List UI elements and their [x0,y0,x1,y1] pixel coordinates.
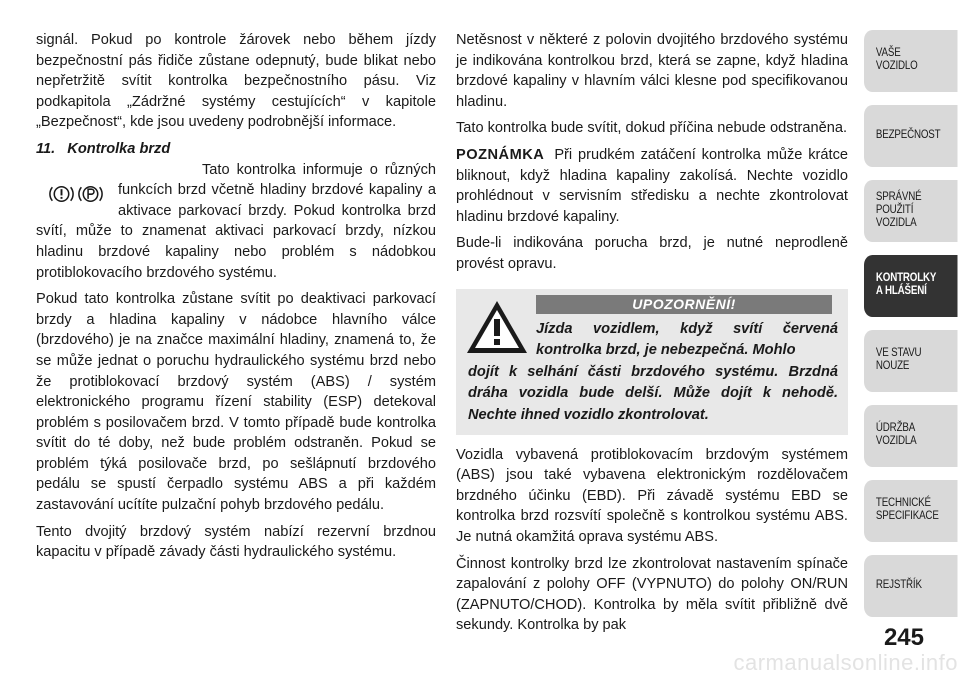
section-title: Kontrolka brzd [67,140,171,157]
paragraph-light-on: Tato kontrolka bude svítit, dokud příčina nebude odstraněna. [456,120,848,137]
paragraph-leak: Netěsnost v některé z polovin dvojitého brzdového systému je indikována kontrolkou brzd, která se zapne, když hladina brzdové kapaliny v hlavním válci klesne pod specifikovanou hladinu. [456,32,848,110]
tab-label-line: VAŠE [875,47,901,59]
tab-label-line: TECHNICKÉ [875,497,931,509]
right-column [456,30,848,636]
tab-label-line: REJSTŘÍK [875,579,922,591]
warning-box [456,289,848,435]
tab-label-line: VE STAVU [875,347,922,359]
brake-icons [48,174,110,214]
paragraph-seatbelt: signál. Pokud po kontrole žárovek nebo během jízdy bezpečnostní pás řidiče zůstane odepnutý, bude blikat nebo nepřetržitě svítit kontrolka bezpečnostního pásu. Viz podkapitola „Zádržné systémy cestujících“ v kapitole „Bezpečnost“, kde jsou uvedeny podrobnější informace. [36,32,436,131]
paragraph-brake-light: Tato kontrolka informuje o různých funkcích brzd včetně hladiny brzdové kapaliny a aktivace parkovací brzdy. Pokud kontrolka brzd svítí, může to znamenat aktivaci parkovací brzdy, nízkou hladinu brzdové kapaliny nebo problém s nádobkou protiblokovacího brzdového systému. [36,161,436,281]
tab-label-line: KONTROLKY [875,272,937,284]
tab-ve-stavu-nouze[interactable] [864,330,958,392]
tab-label-line: VOZIDLO [875,60,918,72]
warning-text-rest: dojít k selhání části brzdového systému. Brzdná dráha vozidla bude delší. Může dojít k nehodě. Nechte ihned vozidlo zkontrolovat. [468,363,838,423]
tab-label-line: SPRÁVNÉ [875,191,922,203]
tab-spravne-pouziti[interactable] [864,180,958,242]
tab-label-line: VOZIDLA [875,217,917,229]
paragraph-dual-system: Tento dvojitý brzdový systém nabízí rezervní brzdnou kapacitu v případě závady části hydraulického systému. [36,523,436,561]
note-label: POZNÁMKA [456,146,545,163]
paragraph-check: Činnost kontrolky brzd lze zkontrolovat nastavením spínače zapalování z polohy OFF (VYPNUTO) do polohy ON/RUN (ZAPNUTO/CHOD). Kontrolka by měla svítit přibližně dvě sekundy. Kontrolka by pak [456,555,848,634]
tab-label-line: A HLÁŠENÍ [875,285,927,297]
tab-bezpecnost[interactable] [864,105,958,167]
warning-title: UPOZORNĚNÍ! [536,295,832,314]
page-number: 245 [883,624,924,651]
tab-label-line: NOUZE [875,360,910,372]
brake-exclamation-icon [48,183,75,205]
note-paragraph [456,145,848,227]
tab-label-line: ÚDRŽBA [875,422,916,434]
watermark: carmanualsonline.info [733,650,958,675]
tab-label-line: POUŽITÍ [875,204,914,216]
chapter-sidebar [864,30,960,630]
warning-text-first: Jízda vozidlem, když svítí červená kontrolka brzd, je nebezpečná. Mohlo [536,320,838,359]
warning-text [468,319,838,427]
paragraph-repair: Bude-li indikována porucha brzd, je nutné neprodleně provést opravu. [456,235,848,272]
tab-kontrolky-a-hlaseni[interactable] [864,255,958,317]
tab-label-line: BEZPEČNOST [875,129,941,141]
paragraph-ebd: Vozidla vybavená protiblokovacím brzdovým systémem (ABS) jsou také vybavena elektronickým rozdělovačem brzdného účinku (EBD). Při závadě systému EBD se kontrolka brzd rozsvítí společně s kontrolkou systému ABS. Je nutná okamžitá oprava systému ABS. [456,446,848,545]
left-column [36,30,436,569]
note-text: Při prudkém zatáčení kontrolka může krátce bliknout, když hladina kapaliny zakolísá. Nechte vozidlo prohlédnout v servisním středisku a nechte zkontrolovat hladinu brzdové kapaliny. [456,146,848,225]
tab-label-line: VOZIDLA [875,435,917,447]
parking-brake-icon [77,183,104,205]
tab-rejstrik[interactable] [864,555,958,617]
paragraph-brake-fault: Pokud tato kontrolka zůstane svítit po deaktivaci parkovací brzdy a hladina kapaliny v nádobce hlavního válce (brzdového) je na značce maximální hladiny, znamená to, že se může jednat o poruchu hydraulického systému brzd nebo že protiblokovací brzdový systém (ABS) / systém elektronického programu řízení stability (ESP) detekoval problém s posilovačem brzd. V tomto případě bude kontrolka svítit do té doby, než bude problém odstraněn. Pokud se problém týká posilovače brzd, po sešlápnutí brzdového pedálu se spustí čerpadlo systému ABS a při každém zastavování ucítíte pulzační pohyb brzdového pedálu. [36,291,436,514]
tab-technicke-specifikace[interactable] [864,480,958,542]
brake-light-description [36,160,436,284]
tab-udrzba-vozidla[interactable] [864,405,958,467]
section-heading-brake-light [36,139,436,160]
section-number: 11. [36,140,56,157]
tab-vase-vozidlo[interactable] [864,30,958,92]
tab-label-line: SPECIFIKACE [875,510,939,522]
